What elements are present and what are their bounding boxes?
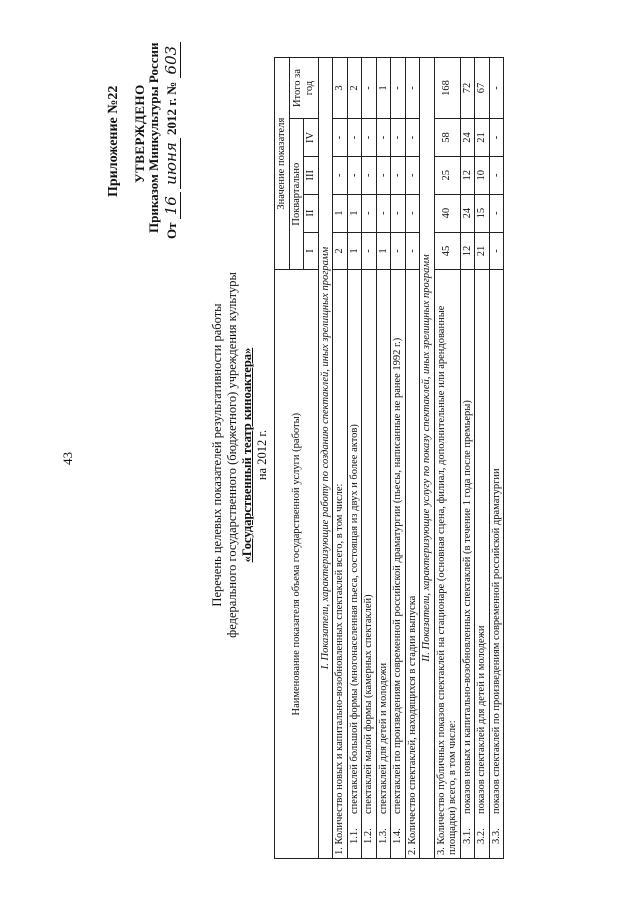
approved-label: УТВЕРЖДЕНО — [132, 84, 147, 183]
cell-total: - — [405, 58, 420, 119]
row-name — [391, 270, 406, 859]
header-indicator-name: Наименование показателя объема государственной услуги (работы) — [275, 270, 319, 859]
cell-q4: - — [347, 119, 362, 157]
header-quarterly: Поквартально — [289, 119, 304, 270]
appendix-label: Приложение №22 — [106, 85, 121, 197]
row-name — [475, 270, 490, 859]
cell-q2: - — [391, 194, 406, 232]
cell-total: 2 — [347, 58, 362, 119]
cell-q1: - — [489, 232, 504, 270]
order-date — [162, 42, 180, 239]
cell-q3: 25 — [434, 156, 460, 194]
table-row — [362, 58, 377, 859]
row-text: показов новых и капитально-возобновленных спектаклей (в течение 1 года после премьеры) — [461, 400, 473, 814]
cell-q4: 58 — [434, 119, 460, 157]
cell-q2: 1 — [347, 194, 362, 232]
header-quarter-1: I — [304, 232, 319, 270]
cell-total: - — [489, 58, 504, 119]
title-line-3: «Государственный театр киноактера» — [240, 347, 254, 563]
cell-q4: - — [391, 119, 406, 157]
cell-q4: 21 — [475, 119, 490, 157]
date-prefix: От — [164, 222, 179, 239]
cell-total: - — [362, 58, 377, 119]
cell-q2: - — [362, 194, 377, 232]
table-row — [434, 58, 460, 859]
row-name — [347, 270, 362, 859]
cell-q2: 1 — [333, 194, 348, 232]
order-line: Приказом Минкультуры России — [146, 42, 161, 233]
row-text: спектаклей по произведениям современной российской драматургии (пьесы, написанные не ранее 1992 г.) — [392, 337, 403, 814]
table-row — [489, 58, 504, 859]
row-text: показов спектаклей по произведениям современной российской драматургии — [490, 468, 502, 814]
header-quarter-3: III — [304, 156, 319, 194]
row-text: спектаклей для детей и молодежи — [377, 662, 389, 814]
row-text: спектаклей малой формы (камерных спектаклей) — [363, 594, 374, 814]
header-total: Итого за год — [289, 58, 318, 119]
row-code: 1.4. — [392, 828, 403, 844]
cell-q2: - — [405, 194, 420, 232]
cell-q1: 2 — [333, 232, 348, 270]
cell-q4: - — [489, 119, 504, 157]
row-code: 1.2. — [363, 828, 374, 844]
header-quarter-4: IV — [304, 119, 319, 157]
row-code: 3.1. — [461, 828, 473, 844]
cell-q2: - — [376, 194, 391, 232]
date-number: 603 — [162, 42, 181, 79]
table-row — [333, 58, 348, 859]
table-row — [460, 58, 475, 859]
indicators-table — [274, 57, 504, 859]
title-line-4: на 2012 г. — [255, 429, 269, 481]
cell-total: 67 — [475, 58, 490, 119]
table-row — [391, 58, 406, 859]
row-text: показов спектаклей для детей и молодежи — [476, 625, 487, 814]
cell-q4: - — [333, 119, 348, 157]
cell-q1: 45 — [434, 232, 460, 270]
row-text: спектаклей большой формы (многонаселенная пьеса, состоящая из двух и более актов) — [348, 424, 360, 814]
cell-total: - — [391, 58, 406, 119]
title-line-1: Перечень целевых показателей результативности работы — [210, 303, 224, 607]
cell-q1: 12 — [460, 232, 475, 270]
document-title — [210, 195, 270, 715]
cell-q1: 1 — [376, 232, 391, 270]
cell-q3: - — [376, 156, 391, 194]
cell-total: 72 — [460, 58, 475, 119]
row-code: 1.1. — [348, 828, 360, 844]
cell-q3: - — [333, 156, 348, 194]
cell-q1: - — [362, 232, 377, 270]
table-row — [347, 58, 362, 859]
cell-q1: 21 — [475, 232, 490, 270]
header-quarter-2: II — [304, 194, 319, 232]
cell-total: 1 — [376, 58, 391, 119]
cell-q4: - — [376, 119, 391, 157]
cell-q2: - — [489, 194, 504, 232]
date-day: 16 — [162, 192, 181, 219]
table-row — [475, 58, 490, 859]
cell-q3: 10 — [475, 156, 490, 194]
row-name — [376, 270, 391, 859]
cell-q1: - — [405, 232, 420, 270]
cell-q3: 12 — [460, 156, 475, 194]
cell-q1: 1 — [347, 232, 362, 270]
cell-total: 168 — [434, 58, 460, 119]
header-value: Значение показателя — [275, 58, 290, 270]
cell-q3: - — [489, 156, 504, 194]
row-name: 1. Количество новых и капитально-возобновленных спектаклей всего, в том числе: — [333, 270, 348, 859]
title-line-2: федерального государственного (бюджетного) учреждения культуры — [225, 272, 239, 638]
cell-q3: - — [362, 156, 377, 194]
row-name: 3. Количество публичных показов спектаклей на стационаре (основная сцена, филиал, дополнительные или арендованные площадки) всего, в том числе: — [434, 270, 460, 859]
row-name: 2. Количество спектаклей, находящихся в стадии выпуска — [405, 270, 420, 859]
cell-q1: - — [391, 232, 406, 270]
row-name — [460, 270, 475, 859]
cell-q3: - — [347, 156, 362, 194]
section-1-title: I. Показатели, характеризующие работу по созданию спектаклей, иных зрелищных программ — [318, 58, 333, 859]
row-code: 3.3. — [490, 828, 502, 844]
table-row — [376, 58, 391, 859]
date-year: 2012 г. № — [164, 81, 179, 135]
cell-q4: - — [405, 119, 420, 157]
cell-q3: - — [391, 156, 406, 194]
row-name — [489, 270, 504, 859]
cell-q3: - — [405, 156, 420, 194]
row-code: 3.2. — [476, 828, 487, 844]
page-number: 43 — [60, 452, 75, 465]
table-row — [405, 58, 420, 859]
row-name — [362, 270, 377, 859]
row-code: 1.3. — [377, 828, 389, 844]
cell-q2: 40 — [434, 194, 460, 232]
date-month: июня — [162, 138, 181, 189]
section-2-title: II. Показатели, характеризующие услугу по показу спектаклей, иных зрелищных программ — [420, 58, 435, 859]
cell-q2: 15 — [475, 194, 490, 232]
cell-q4: - — [362, 119, 377, 157]
cell-q2: 24 — [460, 194, 475, 232]
cell-q4: 24 — [460, 119, 475, 157]
cell-total: 3 — [333, 58, 348, 119]
